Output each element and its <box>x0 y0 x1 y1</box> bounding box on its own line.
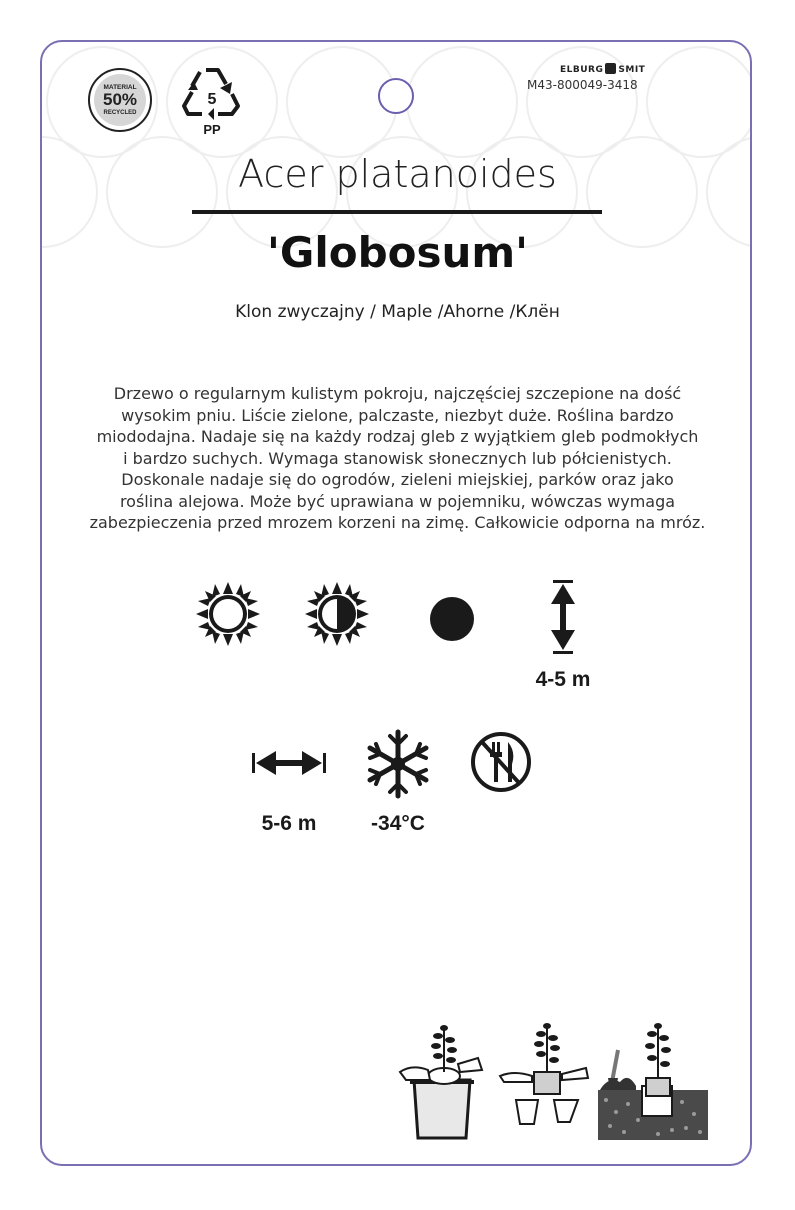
cultivar-name: 'Globosum' <box>266 228 529 277</box>
height-value: 4-5 m <box>535 668 591 691</box>
width-value: 5-6 m <box>261 812 317 835</box>
planting-step-unpot-icon <box>498 1022 590 1126</box>
partial-shade-icon <box>305 582 369 646</box>
recycled-percent-text: 50% <box>102 90 138 109</box>
description-line: wysokim pniu. Liście zielone, palczaste, niezbyt duże. Roślina bardzo <box>121 405 674 425</box>
planting-step-soil-icon <box>598 1020 708 1142</box>
not-edible-icon <box>470 728 532 796</box>
planting-step-pot-icon <box>396 1022 488 1140</box>
common-names: Klon zwyczajny / Maple /Ahorne /Клён <box>235 302 560 322</box>
plastic-number: 5 <box>207 91 217 108</box>
brand-name-left: ELBURG <box>560 65 604 75</box>
description-line: roślina alejowa. Może być uprawiana w pojemniku, wówczas wymaga <box>119 491 676 511</box>
brand-name-right: SMIT <box>618 65 646 75</box>
title-divider <box>192 210 602 214</box>
recycled-top-text: MATERIAL <box>103 84 137 91</box>
width-arrow-icon <box>252 748 326 778</box>
brand-logo <box>560 63 645 75</box>
hardiness-value: -34°C <box>371 812 425 835</box>
latin-name: Acer platanoides <box>238 152 557 196</box>
pp-recycling-icon <box>180 62 244 138</box>
recycled-bottom-text: RECYCLED <box>103 110 137 116</box>
description-line: Doskonale nadaje się do ogrodów, zieleni miejskiej, parków oraz jako <box>121 470 674 489</box>
plastic-type: PP <box>203 122 221 137</box>
shade-dot-icon <box>429 596 475 642</box>
description-line: Drzewo o regularnym kulistym pokroju, najczęściej szczepione na dość <box>113 384 682 403</box>
hang-hole <box>378 78 414 114</box>
height-arrow-icon <box>548 580 578 654</box>
full-sun-icon <box>196 582 260 646</box>
snowflake-icon <box>362 728 434 800</box>
product-code: M43-800049-3418 <box>527 78 638 92</box>
plant-description <box>50 383 745 534</box>
brand-mark-icon <box>605 63 616 74</box>
plant-label-card <box>40 40 752 1166</box>
recycled-material-badge <box>88 68 152 132</box>
description-line: i bardzo suchych. Wymaga stanowisk słonecznych lub półcienistych. <box>123 448 672 468</box>
description-line: miododajna. Nadaje się na każdy rodzaj gleb z wyjątkiem gleb podmokłych <box>96 427 699 446</box>
description-line: zabezpieczenia przed mrozem korzeni na zimę. Całkowicie odporna na mróz. <box>89 513 706 532</box>
